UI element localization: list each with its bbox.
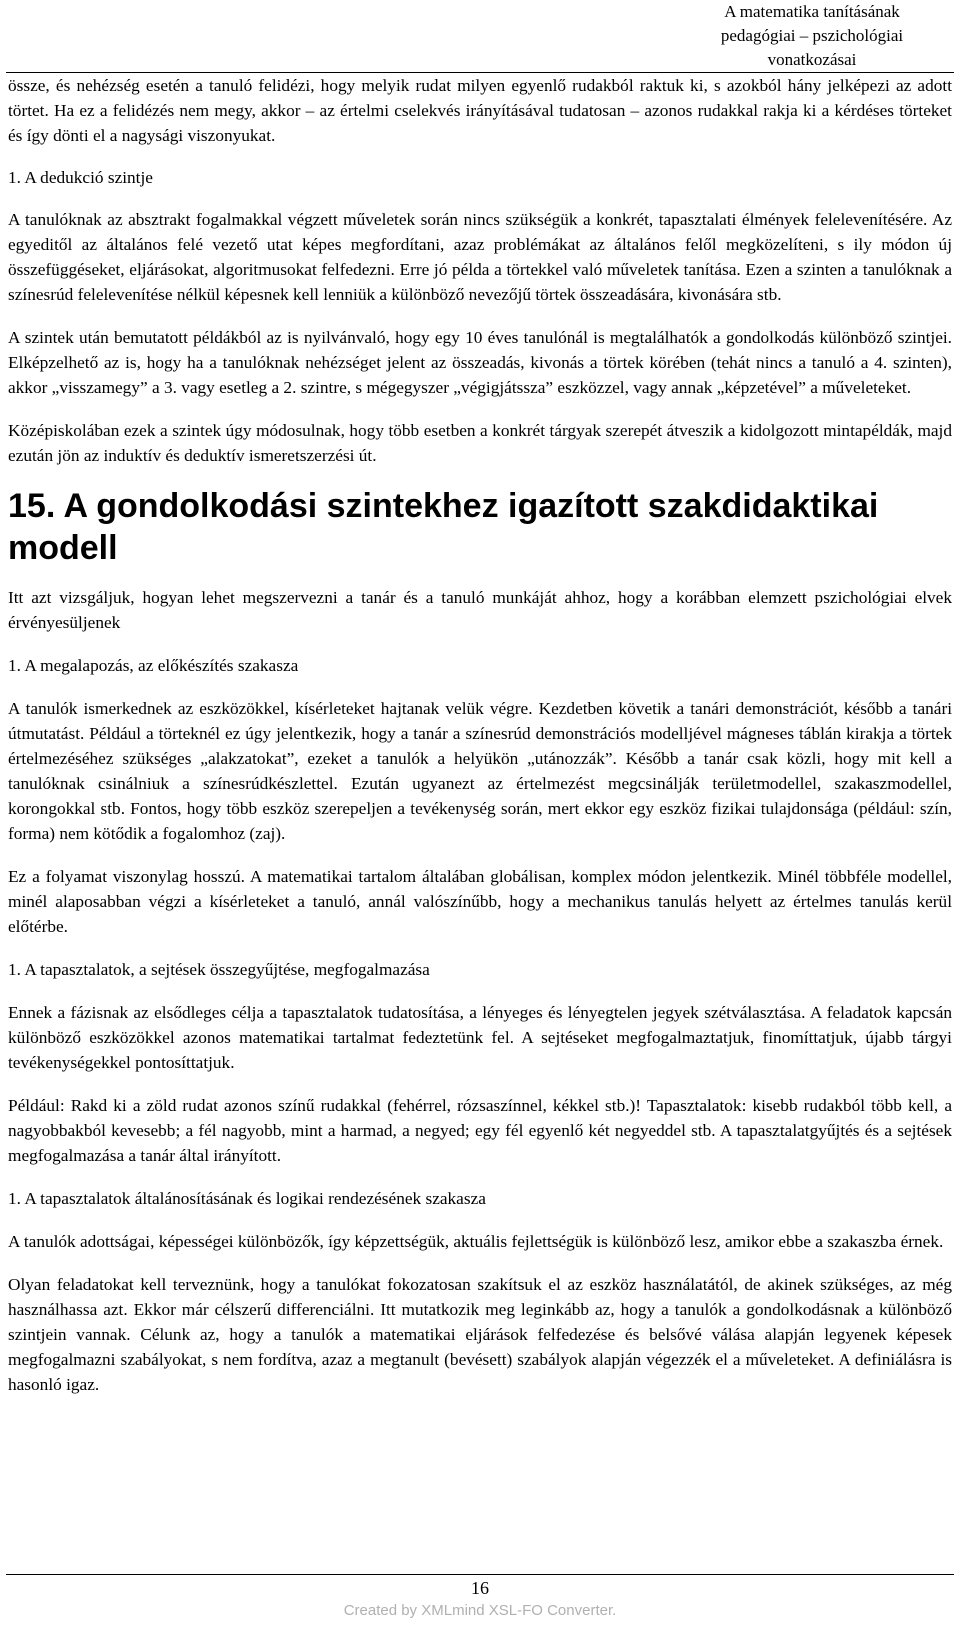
paragraph: A tanulók adottságai, képességei különbözők, így képzettségük, aktuális fejlettségük is különböző lesz, amikor ebbe a szakaszba érnek. <box>8 1232 944 1251</box>
paragraph: A szintek után bemutatott példákból az is nyilvánvaló, hogy egy 10 éves tanulónál is megtalálhatók a gondolkodás különböző szintjei. Elképzelhető az is, hogy ha a tanulóknak nehézséget jelent az összeadás, kivonás a törtek körében (tehát nincs a tanuló a 4. szinten), akkor „visszamegy” a 3. vagy esetleg a 2. szintre, s mégegyszer „végigjátssza” eszközzel, vagy annak „képzetével” a műveleteket. <box>8 328 952 397</box>
subheading-experiences-phase: 1. A tapasztalatok, a sejtések összegyűjtése, megfogalmazása <box>8 960 430 979</box>
subheading-foundation-phase: 1. A megalapozás, az előkészítés szakasza <box>8 656 299 675</box>
paragraph: Ez a folyamat viszonylag hosszú. A matematikai tartalom általában globálisan, komplex módon jelentkezik. Minél többféle modellel, minél alaposabban végzi a kísérleteket a tanuló, annál valószínűbb, hogy a mechanikus tanulás helyett az értelmes tanulás kerül előtérbe. <box>8 867 952 936</box>
paragraph: A tanulók ismerkednek az eszközökkel, kísérleteket hajtanak velük végre. Kezdetben követik a tanári demonstrációt, később a tanári útmutatást. Például a törteknél ez úgy jelentkezik, hogy a tanár a színesrúd demonstrációs modelljével mágneses táblán kirakja a törtek értelmezéséhez szükséges „alakzatokat”, ezeket a tanulók a helyükön „utánozzák”. Később a tanár csak közli, hogy mit kell a tanulóknak csinálniuk a színesrúdkészlettel. Ezután ugyanezt az értelmezést megcsinálják területmodellel, szakaszmodellel, korongokkal stb. Fontos, hogy több eszköz szerepeljen a tevékenység során, mert ekkor egy eszköz fizikai tulajdonsága (például: szín, forma) nem kötődik a fogalomhoz (zaj). <box>8 699 952 843</box>
paragraph: Ennek a fázisnak az elsődleges célja a tapasztalatok tudatosítása, a lényeges és lényegtelen jegyek szétválasztása. A feladatok kapcsán különböző eszközökkel azonos matematikai tartalmat fedeztetünk fel. A sejtéseket megfogalmaztatjuk, finomíttatjuk, újabb tárgyi tevékenységekkel pontosíttatjuk. <box>8 1003 952 1072</box>
running-header <box>682 0 942 72</box>
page-number: 16 <box>471 1578 489 1598</box>
paragraph: A tanulóknak az absztrakt fogalmakkal végzett műveletek során nincs szükségük a konkrét, tapasztalati élmények felelevenítésére. Az egyeditől az általános felé vezető utat képes megfordítani, azaz problémákat az általános felől megközelíteni, s ily módon új összefüggéseket, eljárásokat, algoritmusokat felfedezni. Erre jó példa a törtekkel való műveletek tanítása. Ezen a szinten a tanulóknak a színesrúd felelevenítése nélkül képesnek kell lenniük a különböző nevezőjű törtek összeadására, kivonására stb. <box>8 210 952 304</box>
paragraph: Középiskolában ezek a szintek úgy módosulnak, hogy több esetben a konkrét tárgyak szerepét átveszik a kidolgozott mintapéldák, majd ezután jön az induktív és deduktív ismeretszerzési út. <box>8 421 952 465</box>
footer-divider <box>6 1574 954 1575</box>
converter-credit: Created by XMLmind XSL-FO Converter. <box>343 1602 617 1619</box>
paragraph: össze, és nehézség esetén a tanuló felidézi, hogy melyik rudat milyen egyenlő rudakból raktuk ki, s azokból hány jelképezi az adott törtet. Ha ez a felidézés nem megy, akkor – az értelmi cselekvés irányításával tudatosan – azonos rudakkal rakja ki a kérdéses törteket és így dönti el a nagysági viszonyukat. <box>8 76 952 145</box>
subheading-deduction-level: 1. A dedukció szintje <box>8 168 153 187</box>
subheading-generalization-phase: 1. A tapasztalatok általánosításának és logikai rendezésének szakasza <box>8 1189 486 1208</box>
page-body <box>8 72 952 1397</box>
header-line-2: pedagógiai – pszichológiai <box>720 26 904 45</box>
header-line-3: vonatkozásai <box>767 50 857 69</box>
section-heading: 15. A gondolkodási szintekhez igazított szakdidaktikai modell <box>8 487 879 567</box>
paragraph: Itt azt vizsgáljuk, hogyan lehet megszervezni a tanár és a tanuló munkáját ahhoz, hogy a korábban elemzett pszichológiai elvek érvényesüljenek <box>8 588 952 632</box>
paragraph: Olyan feladatokat kell terveznünk, hogy a tanulókat fokozatosan szakítsuk el az eszköz használatától, de akinek szükséges, az még használhassa azt. Ekkor már célszerű differenciálni. Itt mutatkozik meg leginkább az, hogy a tanulók a gondolkodásnak a különböző szintjein vannak. Célunk az, hogy a tanulók a matematikai eljárások felfedezése és belsővé válása alapján legyenek képesek megfogalmazni szabályokat, s nem fordítva, azaz a megtanult (bevésett) szabályok alapján végezzék el a műveleteket. A definiálásra is hasonló igaz. <box>8 1275 952 1394</box>
header-line-1: A matematika tanításának <box>724 2 900 21</box>
paragraph: Például: Rakd ki a zöld rudat azonos színű rudakkal (fehérrel, rózsaszínnel, kékkel stb.)! Tapasztalatok: kisebb rudakból több kell, a nagyobbakból kevesebb; a fél nagyobb, mint a harmad, a negyed; egy fél egyenlő két negyeddel stb. A tapasztalatgyűjtés és a sejtések megfogalmazása a tanár által irányított. <box>8 1096 952 1165</box>
